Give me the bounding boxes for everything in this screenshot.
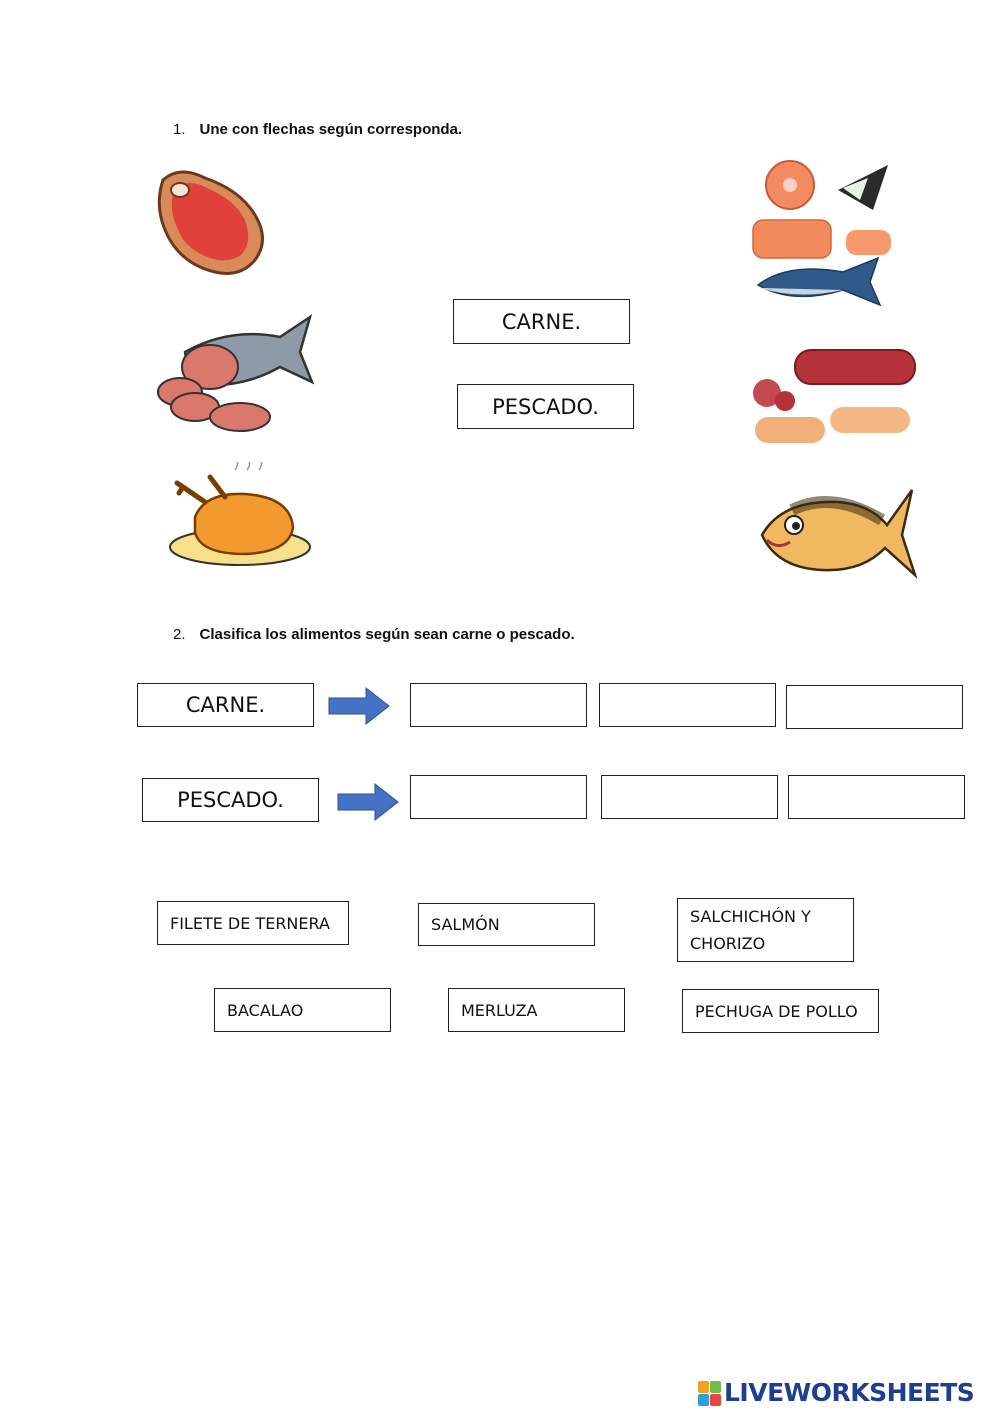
center-box-carne[interactable] [453, 299, 630, 344]
word-label: FILETE DE TERNERA [170, 913, 330, 933]
liveworksheets-logo [698, 1378, 974, 1407]
question-text: Une con flechas según corresponda. [199, 121, 463, 138]
arrow-right-icon [328, 687, 390, 725]
logo-text: LIVEWORKSHEETS [724, 1378, 975, 1407]
pescado-drop-box-2[interactable] [601, 775, 778, 819]
carne-drop-box-2[interactable] [599, 683, 776, 727]
roast-chicken-image[interactable] [165, 462, 315, 570]
row-label-carne-text: CARNE. [185, 693, 266, 717]
question-number: 1. [173, 121, 186, 138]
word-filete-de-ternera[interactable] [157, 901, 349, 945]
word-pechuga-de-pollo[interactable] [682, 989, 879, 1033]
word-label: BACALAO [227, 1000, 304, 1020]
salmon-sushi-tuna-image[interactable] [748, 160, 898, 318]
logo-mark-icon [698, 1381, 720, 1405]
carne-drop-box-1[interactable] [410, 683, 587, 727]
word-label: MERLUZA [461, 1000, 538, 1020]
word-merluza[interactable] [448, 988, 625, 1032]
row-label-pescado [142, 778, 319, 822]
row-label-pescado-text: PESCADO. [177, 788, 284, 812]
cartoon-fish-image[interactable] [752, 480, 917, 582]
pescado-drop-box-1[interactable] [410, 775, 587, 819]
salami-sausages-image[interactable] [745, 345, 920, 450]
word-salchichon-y-chorizo[interactable] [677, 898, 854, 962]
row-label-carne [137, 683, 314, 727]
question-number: 2. [173, 626, 186, 643]
question-1-heading [173, 121, 462, 138]
word-salmon[interactable] [418, 903, 595, 946]
pescado-drop-box-3[interactable] [788, 775, 965, 819]
word-label: PECHUGA DE POLLO [695, 1001, 858, 1021]
word-label: SALMÓN [431, 915, 500, 934]
arrow-right-icon [337, 783, 399, 821]
carne-drop-box-3[interactable] [786, 685, 963, 729]
question-text: Clasifica los alimentos según sean carne o pescado. [199, 626, 575, 643]
center-box-pescado-label: PESCADO. [492, 394, 599, 419]
steak-image[interactable] [145, 160, 275, 285]
center-box-carne-label: CARNE. [501, 309, 582, 334]
center-box-pescado[interactable] [457, 384, 634, 429]
question-2-heading [173, 626, 575, 643]
fish-steaks-image[interactable] [150, 312, 315, 437]
word-bacalao[interactable] [214, 988, 391, 1032]
word-label: SALCHICHÓN Y CHORIZO [690, 907, 811, 953]
